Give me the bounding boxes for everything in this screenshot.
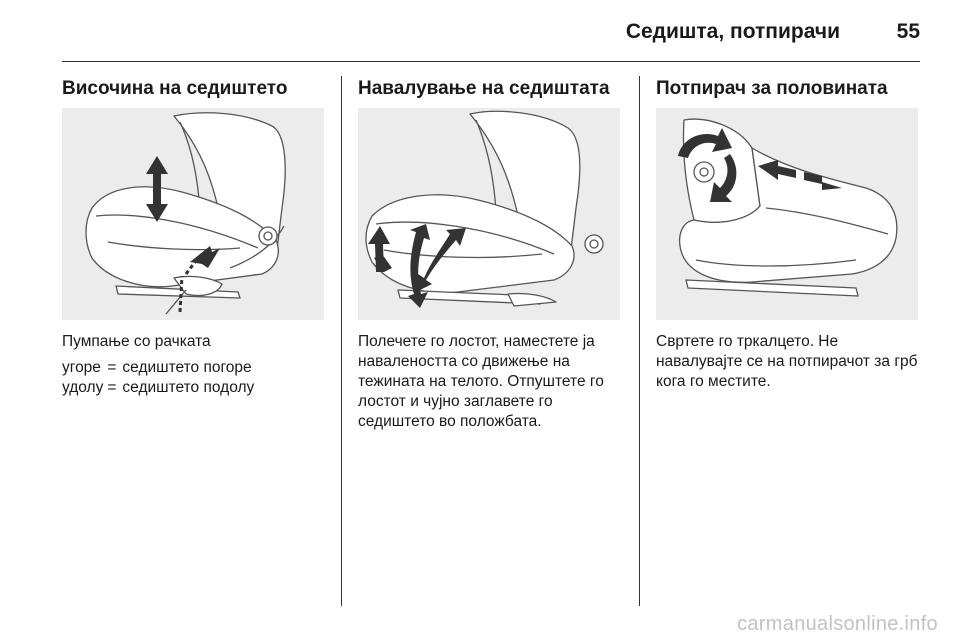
seat-height-table xyxy=(62,358,254,398)
direction-key: угоре xyxy=(62,359,101,376)
lumbar-support-illustration xyxy=(656,108,918,320)
header-rule xyxy=(62,61,920,62)
seat-height-intro: Пумпање со рачката xyxy=(62,333,211,350)
table-row xyxy=(62,378,254,398)
lumbar-support-text: Свртете го тркалцето. Не навалувајте се на потпирачот за грб кога го местите. xyxy=(656,333,918,390)
seat-tilt-illustration xyxy=(358,108,620,320)
seat-tilt-text: Полечете го лостот, наместете ја навалеността со движење на тежината на телото. Отпуштете го лостот и чујно заглавете го седиштето во положбата. xyxy=(358,333,604,430)
direction-key: удолу xyxy=(62,379,104,396)
table-row xyxy=(62,358,254,378)
direction-value: седиштето подолу xyxy=(122,379,255,396)
seat-height-illustration xyxy=(62,108,324,320)
page-number: 55 xyxy=(896,20,920,43)
column-divider xyxy=(639,76,640,606)
seat-height-text xyxy=(62,332,324,398)
section-heading-seat-height: Височина на седиштето xyxy=(62,78,288,99)
section-heading-seat-tilt: Навалување на седиштата xyxy=(358,78,610,99)
section-heading-lumbar-support: Потпирач за половината xyxy=(656,78,888,99)
column-divider xyxy=(341,76,342,606)
direction-value: седиштето погоре xyxy=(122,359,252,376)
watermark: carmanualsonline.info xyxy=(737,613,938,635)
page-header xyxy=(0,0,960,62)
equals-sign: = xyxy=(107,379,117,396)
page-title: Седишта, потпирачи xyxy=(625,20,840,43)
equals-sign: = xyxy=(107,359,117,376)
